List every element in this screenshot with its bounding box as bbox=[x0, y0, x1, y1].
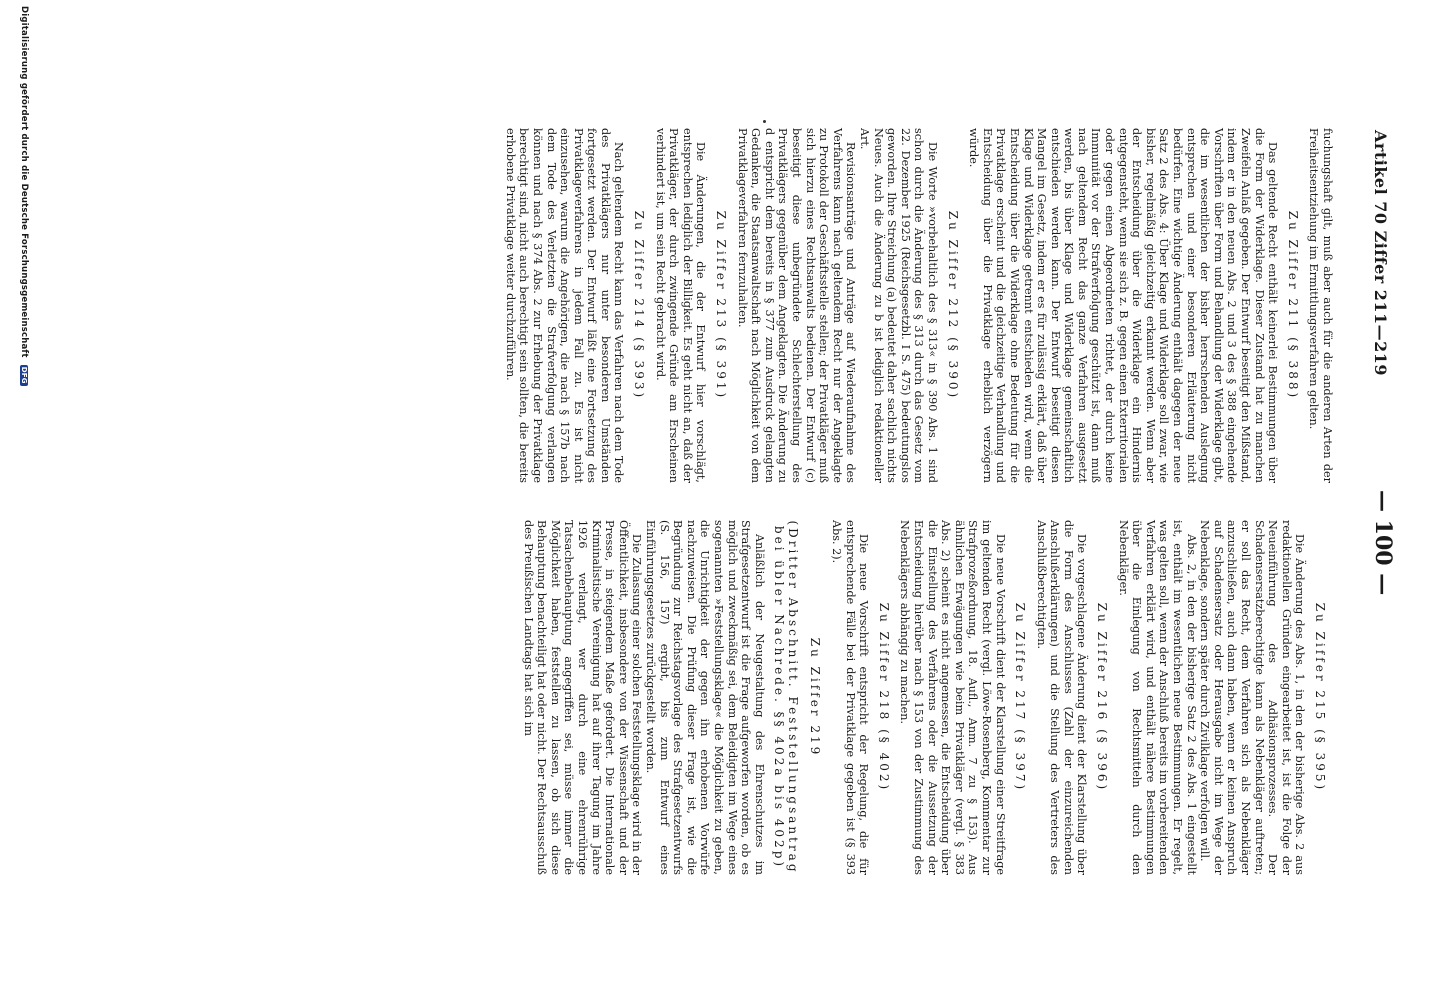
section-heading-219: Zu Ziffer 219 bbox=[808, 637, 823, 758]
paragraph: Die Zulassung einer solchen Feststellungsklage wird in der Öffentlichkeit, insbesondere von der Wissenschaft und der Presse, in steigendem Maße gefordert. Die Internationale Kriminalistische Vereinigung hat auf ihrer Tagung im Jahre 1926 verlangt, wer durch eine ehrenrührige Tatsachenbehauptung angegriffen sei, müsse immer die Möglichkeit haben, feststellen zu lassen, ob sich diese Behauptung benachteiligt hat oder nicht. Der Rechtsausschuß des Preußischen Landtags hat sich im bbox=[521, 520, 644, 875]
section-heading-217: Zu Ziffer 217 (§ 397) bbox=[1013, 602, 1028, 793]
paragraph: Die neue Vorschrift dient der Klarstellung einer Streitfrage im geltenden Recht (vergl. Löwe-Rosenberg, Kommentar zur Strafprozeßordnung, 18. Aufl., Anm. 7 zu § 153). Aus ähnlichen Erwägungen wie beim Privatkläger (vergl. § 383 Abs. 2) scheint es nicht angemessen, die Entscheidung über die Einstellung des Verfahrens oder die Aussetzung der Entscheidung hierüber nach § 153 von der Zustimmung des Nebenklägers abhängig zu machen. bbox=[898, 520, 1007, 875]
paragraph: Die neue Vorschrift entspricht der Regelung, die für entsprechende Fälle bei der Privatklage gegeben ist (§ 393 Abs. 2). bbox=[830, 520, 871, 875]
dfg-logo: DFG bbox=[20, 366, 28, 384]
paragraph: Die Änderung des Abs. 1, in den der bisherige Abs. 2 aus redaktionellen Gründen eingearbeitet ist, ist die Folge der Neueinführung des Adhäsionsprozesses. Der Schadensersatzberechtigte kann als Nebenkläger auftreten; er soll das Recht, dem Verfahren sich als Nebenkläger anzuschließen, auch dann haben, wenn er keinen Anspruch auf Schadensersatz oder Herausgabe nicht im Wege der Nebenklage, sondern später durch Zivilklage verfolgen will. bbox=[1198, 520, 1307, 875]
section-heading-218: Zu Ziffer 218 (§ 402) bbox=[876, 602, 891, 793]
page-number: — 100 — bbox=[1370, 490, 1396, 596]
page-header bbox=[1356, 130, 1396, 890]
section-heading-214: Zu Ziffer 214 (§ 393) bbox=[632, 210, 647, 401]
left-column bbox=[503, 128, 1334, 483]
paragraph: Die Worte »vorbehaltlich des § 313« in § 390 Abs. 1 sind schon durch die Änderung des § 313 durch das Gesetz vom 22. Dezember 1925 (Reichsgesetzbl. I S. 475) bedeutungslos geworden. Ihre Streichung (a) bedeutet daher sachlich nichts Neues. Auch die Änderung zu b ist lediglich redaktioneller Art. bbox=[858, 128, 939, 483]
section-subheading-219: (Dritter Abschnitt. Feststellungsantrag bei übler Nachrede. §§ 402a bis 402p) bbox=[771, 520, 800, 875]
paragraph: Nach geltendem Recht kann das Verfahren nach dem Tode des Privatklägers nur unter besonderen Umständen fortgesetzt werden. Der Entwurf läßt eine Fortsetzung des Privatklageverfahrens in jedem Fall zu. Es ist nicht einzusehen, warum die Angehörigen, die nach § 157b nach dem Tode des Verletzten die Strafverfolgung verlangen können und nach § 374 Abs. 2 zur Erhebung der Privatklage berechtigt sind, nicht auch berechtigt sein sollten, die bereits erhobene Privatklage weiter durchzuführen. bbox=[503, 128, 626, 483]
article-heading: Artikel 70 Ziffer 211—219 bbox=[1371, 130, 1390, 377]
paragraph: Anläßlich der Neugestaltung des Ehrenschutzes im Strafgesetzentwurf ist die Frage aufgeworfen worden, ob es möglich und zweckmäßig sei, dem Beleidigten im Wege eines sogenannten »Feststellungsklage« die Möglichkeit zu geben, die Unrichtigkeit der gegen ihn erhobenen Vorwürfe nachzuweisen. Die Prüfung dieser Frage ist, wie die Begründung zur Reichstagsvorlage des Strafgesetzentwurfs (S. 156, 157) ergibt, bis zum Entwurf eines Einführungsgesetzes zurückgestellt worden. bbox=[644, 520, 766, 875]
credit-text: Digitalisierung gefördert durch die Deutsche Forschungsgemeinschaft bbox=[19, 6, 29, 358]
speck-mark bbox=[763, 120, 766, 123]
paragraph: Das geltende Recht enthält keinerlei Bestimmungen über die Form der Widerklage. Dieser Zustand hat zu manchen Zweifeln Anlaß gegeben. Der Entwurf beseitigt den Mißstand, indem er in den neuen Abs. 2 und 3 des § 388 eingehende Vorschriften über Form und Behandlung der Widerklage gibt, die im wesentlichen der bisher herrschenden Auslegung entsprechen und einer besonderen Erläuterung nicht bedürfen. Eine wichtige Änderung enthält dagegen der neue Satz 2 des Abs. 4: Über Klage und Widerklage soll zwar, wie bisher, regelmäßig gleichzeitig erkannt werden. Wenn aber der Entscheidung über die Widerklage ein Hindernis entgegensteht, wenn sie sich z. B. gegen einen Exterritorialen oder gegen einen Abgeordneten richtet, der durch keine Immunität vor der Strafverfolgung geschützt ist, dann muß nach geltendem Recht das ganze Verfahren ausgesetzt werden, bis über Klage und Widerklage gemeinschaftlich entschieden werden kann. Der Entwurf beseitigt diesen Mangel im Gesetz, indem er es für zulässig erklärt, daß über Klage und Widerklage getrennt entschieden wird, wenn die Entscheidung über die Widerklage ohne Bedeutung für die Privatklage erscheint und die gleichzeitige Verhandlung und Entscheidung über die Privatklage erheblich verzögern würde. bbox=[967, 128, 1280, 483]
paragraph: Abs. 2, in den der bisherige Satz 2 des Abs. 1 eingestellt ist, enthält im wesentlichen neue Bestimmungen. Er regelt, was gelten soll, wenn der Anschluß bereits im vorbereitenden Verfahren erklärt wird, und enthält nähere Bestimmungen über die Einlegung von Rechtsmitteln durch den Nebenkläger. bbox=[1116, 520, 1198, 875]
paragraph: Die Änderungen, die der Entwurf hier vorschlägt, entsprechen lediglich der Billigkeit. Es geht nicht an, daß der Privatkläger, der durch zwingende Gründe am Erscheinen verhindert ist, um sein Recht gebracht wird. bbox=[653, 128, 708, 483]
paragraph: Revisionsanträge und Anträge auf Wiederaufnahme des Verfahrens kann nach geltendem Recht nur der Angeklagte zu Protokoll der Geschäftsstelle stellen; der Privatkläger muß sich hierzu eines Rechtsanwalts bedienen. Der Entwurf (c) beseitigt diese unbegründete Schlechterstellung des Privatklägers gegenüber dem Angeklagten. Die Änderung zu d entspricht dem bereits in § 377 zum Ausdruck gelangten Gedanken, die Staatsanwaltschaft nach Möglichkeit von dem Privatklageverfahren fernzuhalten. bbox=[735, 128, 858, 483]
section-heading-216: Zu Ziffer 216 (§ 396) bbox=[1095, 602, 1110, 793]
section-heading-211: Zu Ziffer 211 (§ 388) bbox=[1285, 210, 1300, 401]
section-heading-213: Zu Ziffer 213 (§ 391) bbox=[714, 210, 729, 401]
section-heading-212: Zu Ziffer 212 (§ 390) bbox=[945, 210, 960, 401]
section-heading-215: Zu Ziffer 215 (§ 395) bbox=[1313, 602, 1327, 793]
right-column bbox=[521, 520, 1334, 875]
paragraph: Die vorgeschlagene Änderung dient der Klarstellung über die Form des Anschlusses (Zahl der einzureichenden Anschlußerklärungen) und die Stellung des Vertreters des Anschlußberechtigten. bbox=[1034, 520, 1089, 875]
digitization-credit bbox=[19, 0, 29, 1006]
paragraph: fuchungshaft gilt, muß aber auch für die anderen Arten der Freiheitsentziehung im Ermittlungsverfahren gelten. bbox=[1307, 128, 1334, 483]
